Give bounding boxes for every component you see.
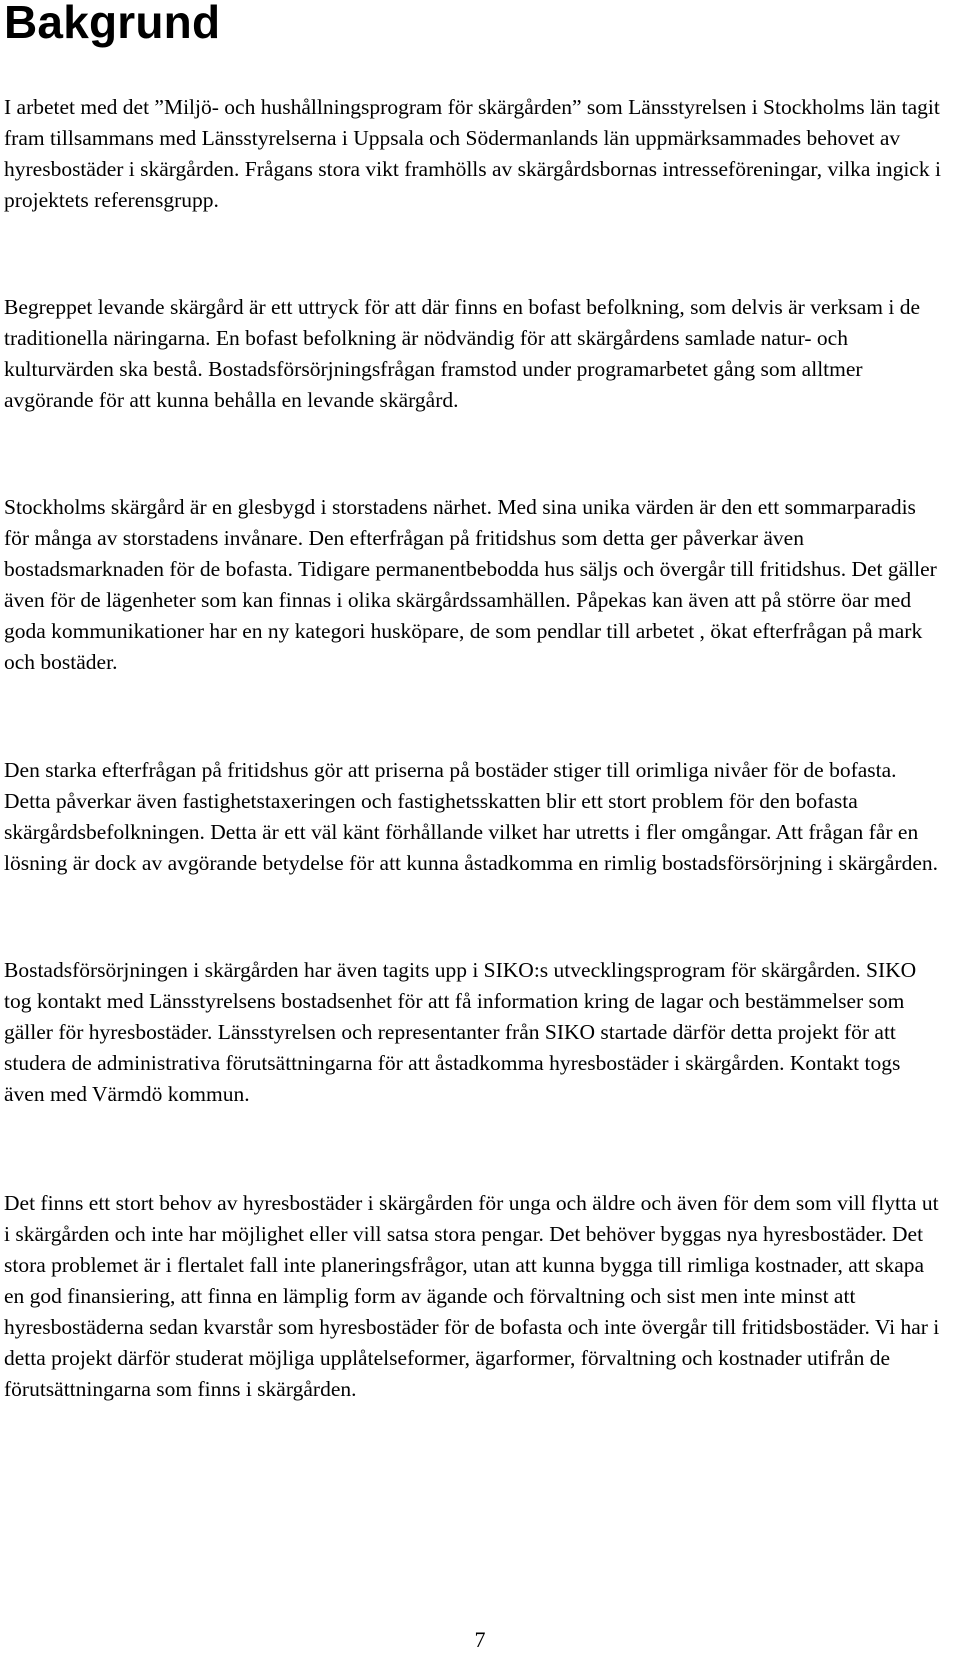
paragraph-siko-project: Bostadsförsörjningen i skärgården har även tagits upp i SIKO:s utvecklingsprogram för skärgården. SIKO tog kontakt med Länsstyrelsens bostadsenhet för att få information kring de lagar och bestämmelser som gäller för hyresbostäder. Länsstyrelsen och representanter från SIKO startade därför detta projekt för att studera de administrativa förutsättningarna för att åstadkomma hyresbostäder i skärgården. Kontakt togs även med Värmdö kommun. — [4, 958, 917, 1106]
paragraph-price-pressure: Den starka efterfrågan på fritidshus gör att priserna på bostäder stiger till orimliga nivåer för de bofasta. Detta påverkar även fastighetstaxeringen och fastighetsskatten blir ett stort problem för den bofasta skärgårdsbefolkningen. Detta är ett väl känt förhållande vilket har utretts i fler omgångar. Att frågan får en lösning är dock av avgörande betydelse för att kunna åstadkomma en rimlig bostadsförsörjning i skärgården. — [4, 758, 939, 875]
paragraph-housing-need: Det finns ett stort behov av hyresbostäder i skärgården för unga och äldre och även för dem som vill flytta ut i skärgården och inte har möjlighet eller vill satsa stora pengar. Det behöver byggas nya hyresbostäder. Det stora problemet är i flertalet fall inte planeringsfrågor, utan att kunna bygga till rimliga kostnader, att skapa en god finansiering, att finna en lämplig form av ägande och förvaltning och sist men inte minst att hyresbostäderna sedan kvarstår som hyresbostäder för de bofasta och inte övergår till fritidsbostäder. Vi har i detta projekt därför studerat möjliga upplåtelseformer, ägarformer, förvaltning och kostnader utifrån de förutsättningarna som finns i skärgården. — [4, 1191, 940, 1401]
paragraph-living-archipelago: Begreppet levande skärgård är ett uttryck för att där finns en bofast befolkning, som delvis är verksam i de traditionella näringarna. En bofast befolkning är nödvändig för att skärgårdens samlade natur- och kulturvärden ska bestå. Bostadsförsörjningsfrågan framstod under programarbetet gång som alltmer avgörande för att kunna behålla en levande skärgård. — [4, 295, 921, 412]
paragraph-rural-area: Stockholms skärgård är en glesbygd i storstadens närhet. Med sina unika värden är den ett sommarparadis för många av storstadens invånare. Den efterfrågan på fritidshus som detta ger påverkar även bostadsmarknaden för de bofasta. Tidigare permanentbebodda hus säljs och övergår till fritidshus. Det gäller även för de lägenheter som kan finnas i olika skärgårdssamhällen. Påpekas kan även att på större öar med goda kommunikationer har en ny kategori husköpare, de som pendlar till arbetet , ökat efterfrågan på mark och bostäder. — [4, 495, 937, 674]
section-heading: Bakgrund — [4, 0, 221, 48]
page-number: 7 — [474, 1627, 486, 1652]
paragraph-background-program: I arbetet med det ”Miljö- och hushållningsprogram för skärgården” som Länsstyrelsen i Stockholms län tagit fram tillsammans med Länsstyrelserna i Uppsala och Södermanlands län uppmärksammades behovet av hyresbostäder i skärgården. Frågans stora vikt framhölls av skärgårdsbornas intresseföreningar, vilka ingick i projektets referensgrupp. — [4, 95, 941, 212]
